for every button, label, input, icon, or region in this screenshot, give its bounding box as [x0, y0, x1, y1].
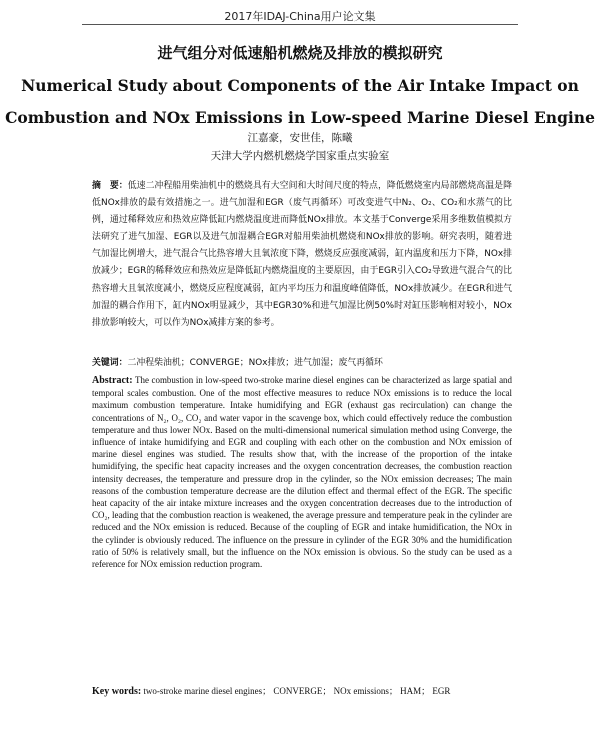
title-chinese: 进气组分对低速船机燃烧及排放的模拟研究	[157, 44, 443, 62]
keywords-chinese-label: 关键词：	[92, 358, 128, 368]
affiliation: 天津大学内燃机燃烧学国家重点实验室	[210, 150, 390, 162]
title-english-line-2: Combustion and NOx Emissions in Low-speed Marine Diesel Engine	[5, 108, 595, 127]
authors: 江嘉豪，安世佳，陈曦	[247, 132, 353, 144]
header-rule	[82, 24, 518, 25]
keywords-chinese-text: 二冲程柴油机；CONVERGE；NOx排放；进气加湿；废气再循环	[127, 358, 383, 368]
abstract-chinese	[92, 178, 512, 332]
keywords-english-text: two-stroke marine diesel engines； CONVERGE； NOx emissions； HAM； EGR	[143, 686, 451, 696]
title-english-line-1: Numerical Study about Components of the Air Intake Impact on	[21, 76, 579, 95]
abstract-chinese-label: 摘 要：	[92, 181, 128, 191]
abstract-english-text: The combustion in low-speed two-stroke marine diesel engines can be characterized as large spatial and temporal scales combustion. One of the most effective measures to reduce NOx emissions is to reduce the local maximum combustion temperature. Intake humidifying and EGR (exhaust gas recirculation) can change the concentrations of N₂, O₂, CO₂ and water vapor in the scavenge box, which could effectively reduce the combustion temperature and thus lower NOx. Based on the multi-dimensional numerical simulation method using Converge, the influence of intake humidifying and EGR and coupling with each other on the combustion and NOx emission of marine diesel engines was studied. The results show that, with the increase of the proportion of the intake humidifying, the specific heat capacity increases and the oxygen concentration decreases, the combustion reaction intensity decreases, the temperature and pressure drop in the cylinder, so the NOx emission decreases; The main reasons of the combustion temperature decrease are the dilution effect and thermal effect of the EGR. The specific heat capacity of the air intake mixture increases and the oxygen concentration decreases due to the introduction of CO₂, leading that the combustion reaction is weakened, the average pressure and temperature peak in the cylinder are reduced and the NOx emission is reduced. Because of the coupling of EGR and intake humidification, the NOx in the cylinder is obviously reduced. The influence on the pressure in cylinder of the EGR 30% and the humidification ratio of 50% is relatively small, but the influence on the NOx emission is obvious. So the study can be used as a reference for NOx emission reduction program.	[92, 375, 512, 570]
abstract-chinese-text: 低速二冲程船用柴油机中的燃烧具有大空间和大时间尺度的特点，降低燃烧室内局部燃烧高温是降低NOx排放的最有效措施之一。进气加湿和EGR（废气再循环）可改变进气中N₂、O₂、CO₂和水蒸气的比例，通过稀释效应和热效应降低缸内燃烧温度进而降低NOx排放。本文基于Converge采用多维数值模拟方法研究了进气加湿、EGR以及进气加湿耦合EGR对船用柴油机燃烧和NOx排放的影响。研究表明，随着进气加湿比例增大，进气混合气比热容增大且氧浓度下降，燃烧反应强度减弱，缸内温度和压力下降，NOx排放减少；EGR的稀释效应和热效应是降低缸内燃烧温度的主要原因，由于EGR引入CO₂导致进气混合气的比热容增大且氧浓度减小，燃烧反应程度减弱，缸内平均压力和温度峰值降低，NOx排放减少。在EGR和进气加湿的耦合作用下，缸内NOx明显减少，其中EGR30%和进气加湿比例50%时对缸压影响相对较小，NOx排放影响较大，可以作为NOx减排方案的参考。	[92, 181, 512, 328]
keywords-english-label: Key words:	[92, 686, 142, 697]
abstract-english	[92, 374, 512, 570]
keywords-chinese	[92, 356, 512, 370]
abstract-english-label: Abstract:	[92, 375, 133, 386]
keywords-english	[92, 685, 512, 698]
running-header: 2017年IDAJ-China用户论文集	[224, 10, 376, 23]
